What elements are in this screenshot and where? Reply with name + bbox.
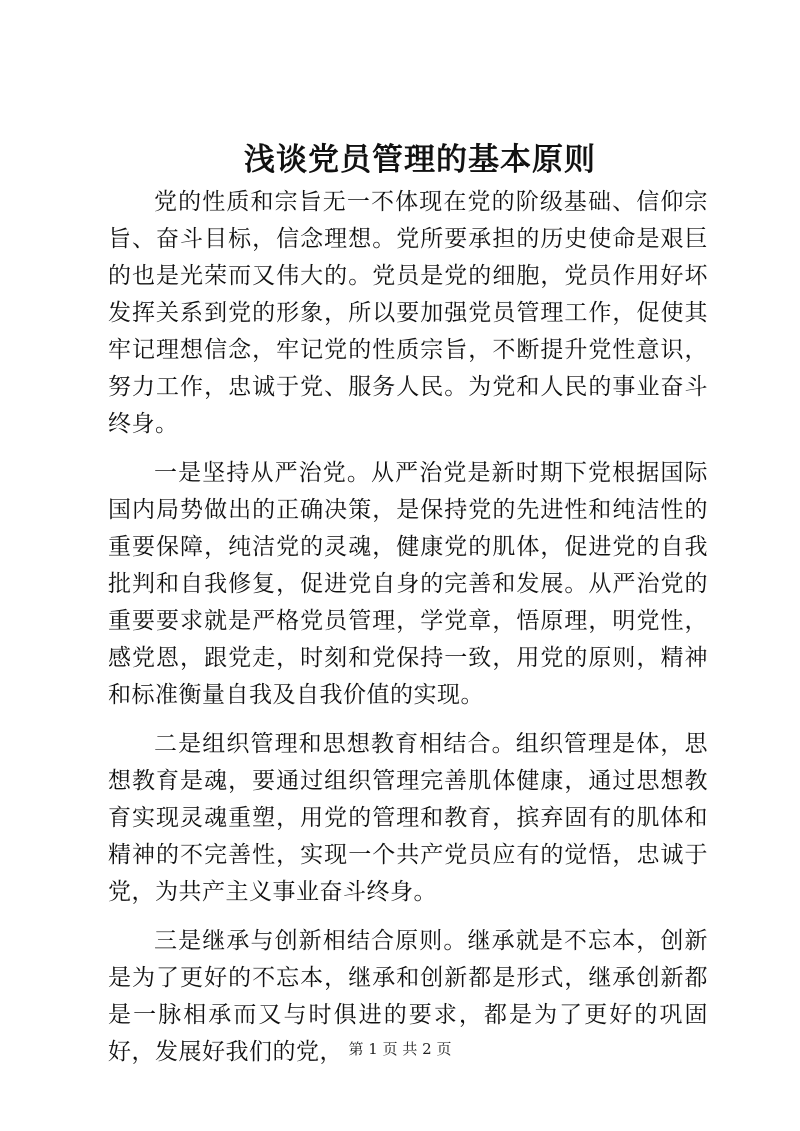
paragraph-4: 三是继承与创新相结合原则。继承就是不忘本，创新是为了更好的不忘本，继承和创新都是形式，继承创新都是一脉相承而又与时俱进的要求，都是为了更好的巩固好，发展好我们的党， bbox=[108, 928, 708, 1065]
paragraph-1: 党的性质和宗旨无一不体现在党的阶级基础、信仰宗旨、奋斗目标，信念理想。党所要承担的历史使命是艰巨的也是光荣而又伟大的。党员是党的细胞，党员作用好坏发挥关系到党的形象，所以要加强党员管理工作，促使其牢记理想信念，牢记党的性质宗旨，不断提升党性意识，努力工作，忠诚于党、服务人民。为党和人民的事业奋斗终身。 bbox=[108, 189, 708, 437]
page-footer: 第 1 页 共 2 页 bbox=[348, 1040, 452, 1058]
document-page bbox=[108, 138, 708, 1083]
paragraph-2: 一是坚持从严治党。从严治党是新时期下党根据国际国内局势做出的正确决策，是保持党的先进性和纯洁性的重要保障，纯洁党的灵魂，健康党的肌体，促进党的自我批判和自我修复，促进党自身的完善和发展。从严治党的重要要求就是严格党员管理，学党章，悟原理，明党性，感党恩，跟党走，时刻和党保持一致，用党的原则，精神和标准衡量自我及自我价值的实现。 bbox=[108, 460, 708, 708]
document-title: 浅谈党员管理的基本原则 bbox=[244, 142, 596, 178]
paragraph-3: 二是组织管理和思想教育相结合。组织管理是体，思想教育是魂，要通过组织管理完善肌体健康，通过思想教育实现灵魂重塑，用党的管理和教育，摈弃固有的肌体和精神的不完善性，实现一个共产党员应有的觉悟，忠诚于党，为共产主义事业奋斗终身。 bbox=[108, 731, 708, 905]
